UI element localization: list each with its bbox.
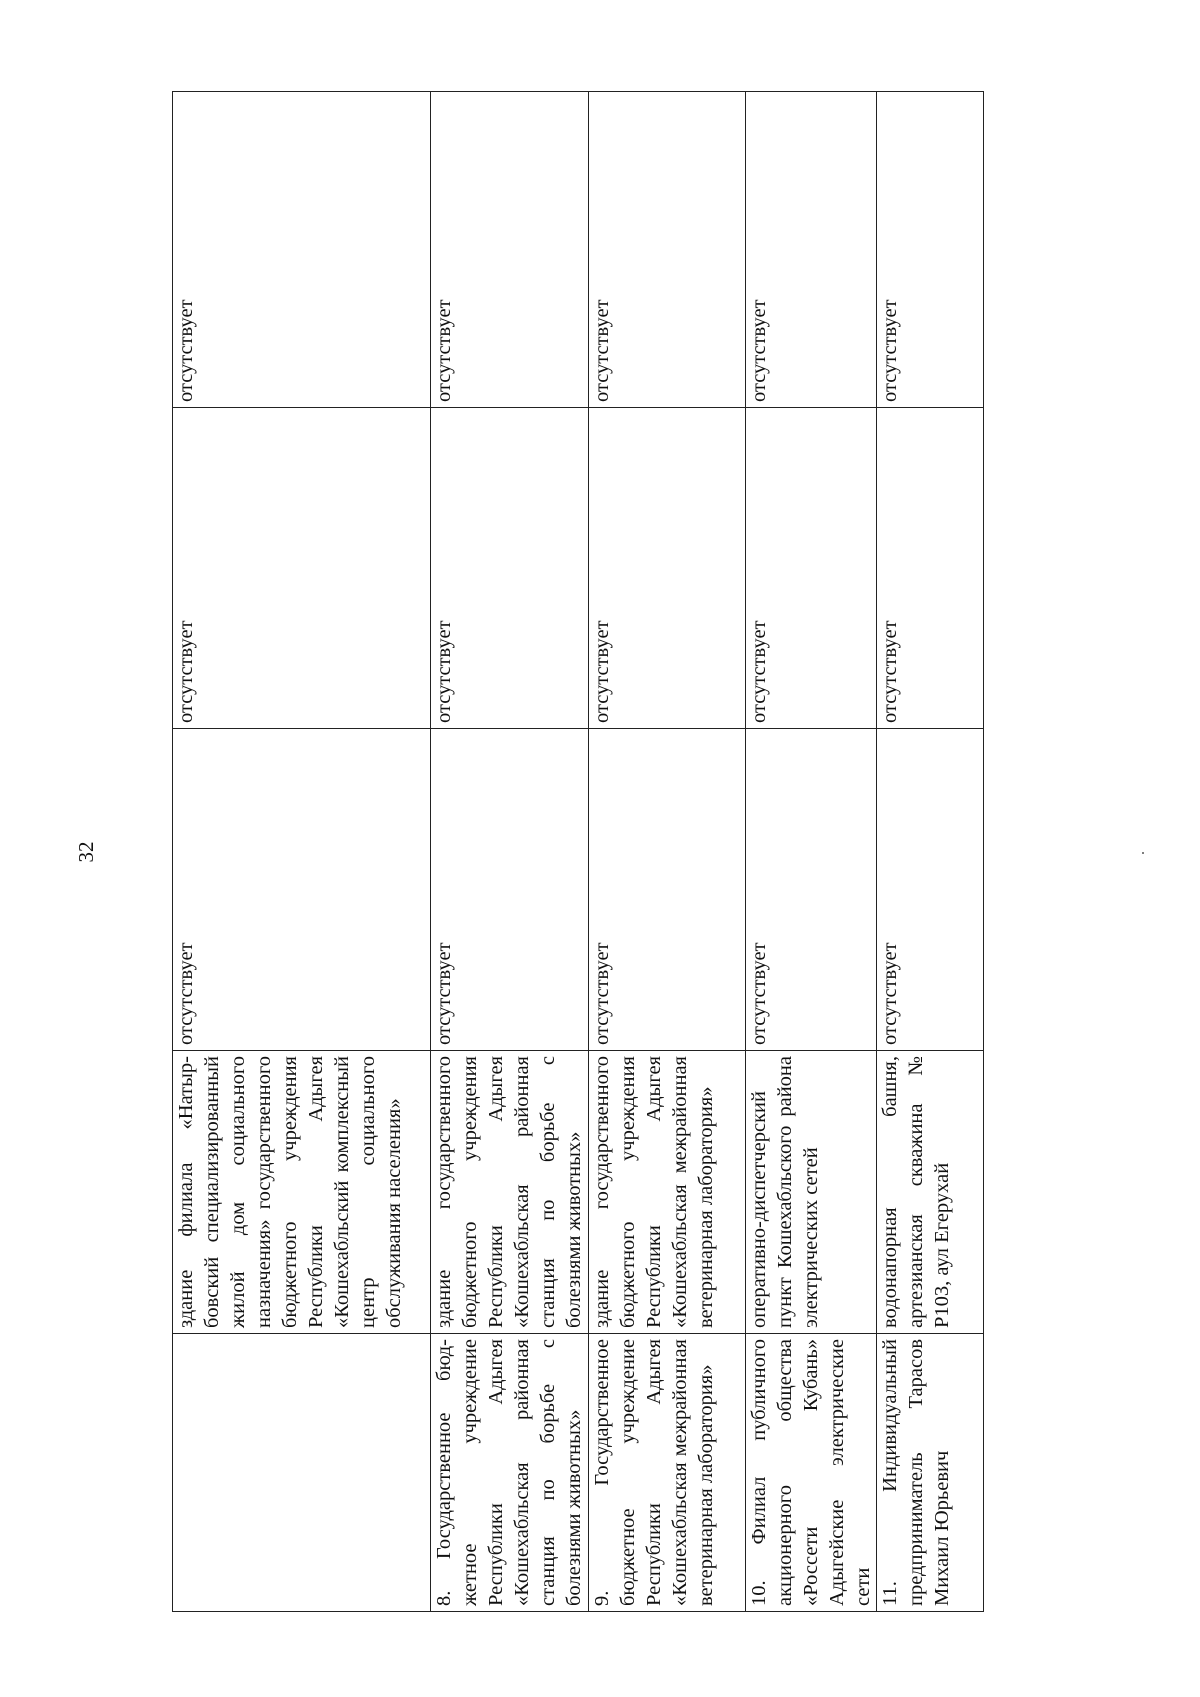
value-cell: отсутствует [589, 729, 746, 1051]
value-cell: отсутствует [746, 92, 877, 408]
organization-cell [173, 1334, 431, 1612]
object-cell: здание филиала «Натырбовский специализированный жилой дом социального назначения» государственного бюджетного учреждения Республики Адыгея «Кошехабльский комплексный центр социального обслуживания населения» [173, 1051, 431, 1334]
value-cell: отсутствует [877, 729, 984, 1051]
organization-cell: 8. Государственное бюджетное учреждение Республики Адыгея «Кошехабльская районная станция по борьбе с болезнями животных» [431, 1334, 589, 1612]
value-cell: отсутствует [877, 92, 984, 408]
organization-cell: 10. Филиал публичного акционерного общества «Россети Кубань» Адыгейские электрические сети [746, 1334, 877, 1612]
table-row [589, 92, 746, 1612]
value-cell: отсутствует [589, 92, 746, 408]
value-cell: отсутствует [431, 729, 589, 1051]
table-row [431, 92, 589, 1612]
value-cell: отсутствует [877, 408, 984, 729]
table-row [746, 92, 877, 1612]
table-row [877, 92, 984, 1612]
value-cell: отсутствует [173, 408, 431, 729]
value-cell: отсутствует [173, 729, 431, 1051]
value-cell: отсутствует [173, 92, 431, 408]
organization-cell: 11. Индивидуальный предприниматель Тарасов Михаил Юрьевич [877, 1334, 984, 1612]
rotated-table [172, 92, 982, 1612]
facilities-table [172, 91, 984, 1612]
table-container [172, 92, 982, 1612]
scan-speck [1142, 852, 1144, 854]
object-cell: здание государственного бюджетного учреждения Республики Адыгея «Кошехабльская районная станция по борьбе с болезнями животных» [431, 1051, 589, 1334]
value-cell: отсутствует [431, 408, 589, 729]
value-cell: отсутствует [746, 408, 877, 729]
organization-cell: 9. Государственное бюджетное учреждение Республики Адыгея «Кошехабльская межрайонная ветеринарная лаборатория» [589, 1334, 746, 1612]
page-number: 32 [73, 841, 98, 863]
object-cell: оперативно-диспетчерский пункт Кошехабльского района электрических сетей [746, 1051, 877, 1334]
value-cell: отсутствует [746, 729, 877, 1051]
value-cell: отсутствует [431, 92, 589, 408]
object-cell: водонапорная башня, артезианская скважина № Р103, аул Егерухай [877, 1051, 984, 1334]
value-cell: отсутствует [589, 408, 746, 729]
table-row [173, 92, 431, 1612]
object-cell: здание государственного бюджетного учреждения Республики Адыгея «Кошехабльская межрайонная ветеринарная лаборатория» [589, 1051, 746, 1334]
